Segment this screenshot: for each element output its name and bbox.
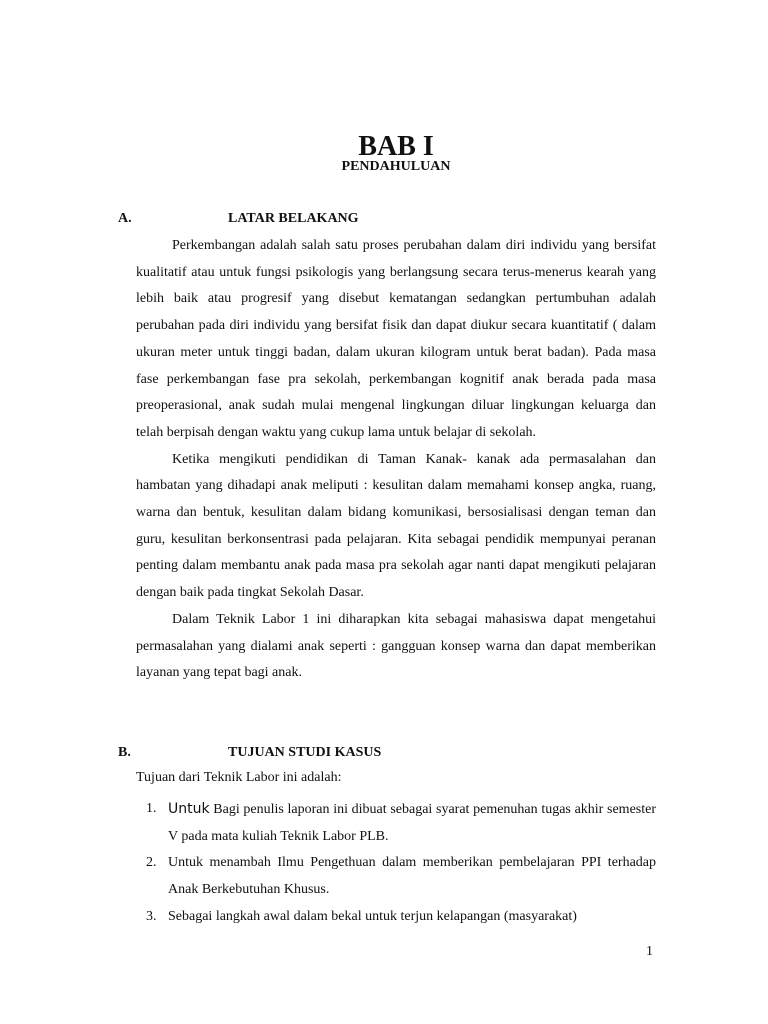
paragraph: Dalam Teknik Labor 1 ini diharapkan kita sebagai mahasiswa dapat mengetahui permasalahan yang dialami anak seperti : gangguan konsep warna dan dapat memberikan layanan yang tepat bagi anak. (136, 611, 656, 681)
list-item-text: Untuk menambah Ilmu Pengethuan dalam memberikan pembelajaran PPI terhadap Anak Berkebutuhan Khusus. (168, 855, 656, 898)
list-item (136, 796, 656, 850)
list-item (136, 904, 656, 931)
list-item (136, 850, 656, 903)
page-number: 1 (646, 944, 653, 959)
section-b-intro: Tujuan dari Teknik Labor ini adalah: (136, 770, 342, 785)
list-item-text: Bagi penulis laporan ini dibuat sebagai syarat pemenuhan tugas akhir semester V pada mata kuliah Teknik Labor PLB. (168, 802, 656, 844)
goals-list (136, 796, 656, 931)
section-b-title: TUJUAN STUDI KASUS (228, 745, 382, 760)
list-item-number: 3. (146, 908, 157, 924)
list-item-number: 2. (146, 855, 157, 871)
chapter-title: PENDAHULUAN (341, 159, 451, 174)
list-item-number: 1. (146, 801, 157, 816)
section-a-number: A. (118, 211, 132, 226)
section-a-title: LATAR BELAKANG (228, 211, 359, 226)
paragraph: Perkembangan adalah salah satu proses perubahan dalam diri individu yang bersifat kualitatif atau untuk fungsi psikologis yang berlangsung secara terus-menerus kearah yang lebih baik atau progresif yang disebut kematangan sedangkan pertumbuhan adalah perubahan pada diri individu yang bersifat fisik dan dapat diukur secara kuantitatif ( dalam ukuran meter untuk tinggi badan, dalam ukuran kilogram untuk berat badan). Pada masa fase perkembangan fase pra sekolah, perkembangan kognitif anak berada pada masa preoperasional, anak sudah mulai mengenal lingkungan diluar lingkungan keluarga dan telah berpisah dengan waktu yang cukup lama untuk belajar di sekolah. (136, 238, 656, 440)
chapter-label: BAB I (358, 131, 434, 162)
section-b-number: B. (118, 745, 131, 760)
list-item-text: Sebagai langkah awal dalam bekal untuk terjun kelapangan (masyarakat) (168, 908, 577, 924)
section-a-body (136, 233, 656, 687)
list-item-first-word: Untuk (168, 801, 210, 817)
paragraph: Ketika mengikuti pendidikan di Taman Kanak- kanak ada permasalahan dan hambatan yang dihadapi anak meliputi : kesulitan dalam memahami konsep angka, ruang, warna dan bentuk, kesulitan dalam bidang komunikasi, bersosialisasi dengan teman dan guru, kesulitan berkonsentrasi pada pelajaran. Kita sebagai pendidik mempunyai peranan penting dalam membantu anak pada masa pra sekolah agar nanti dapat mengikuti pelajaran dengan baik pada tingkat Sekolah Dasar. (136, 451, 656, 601)
